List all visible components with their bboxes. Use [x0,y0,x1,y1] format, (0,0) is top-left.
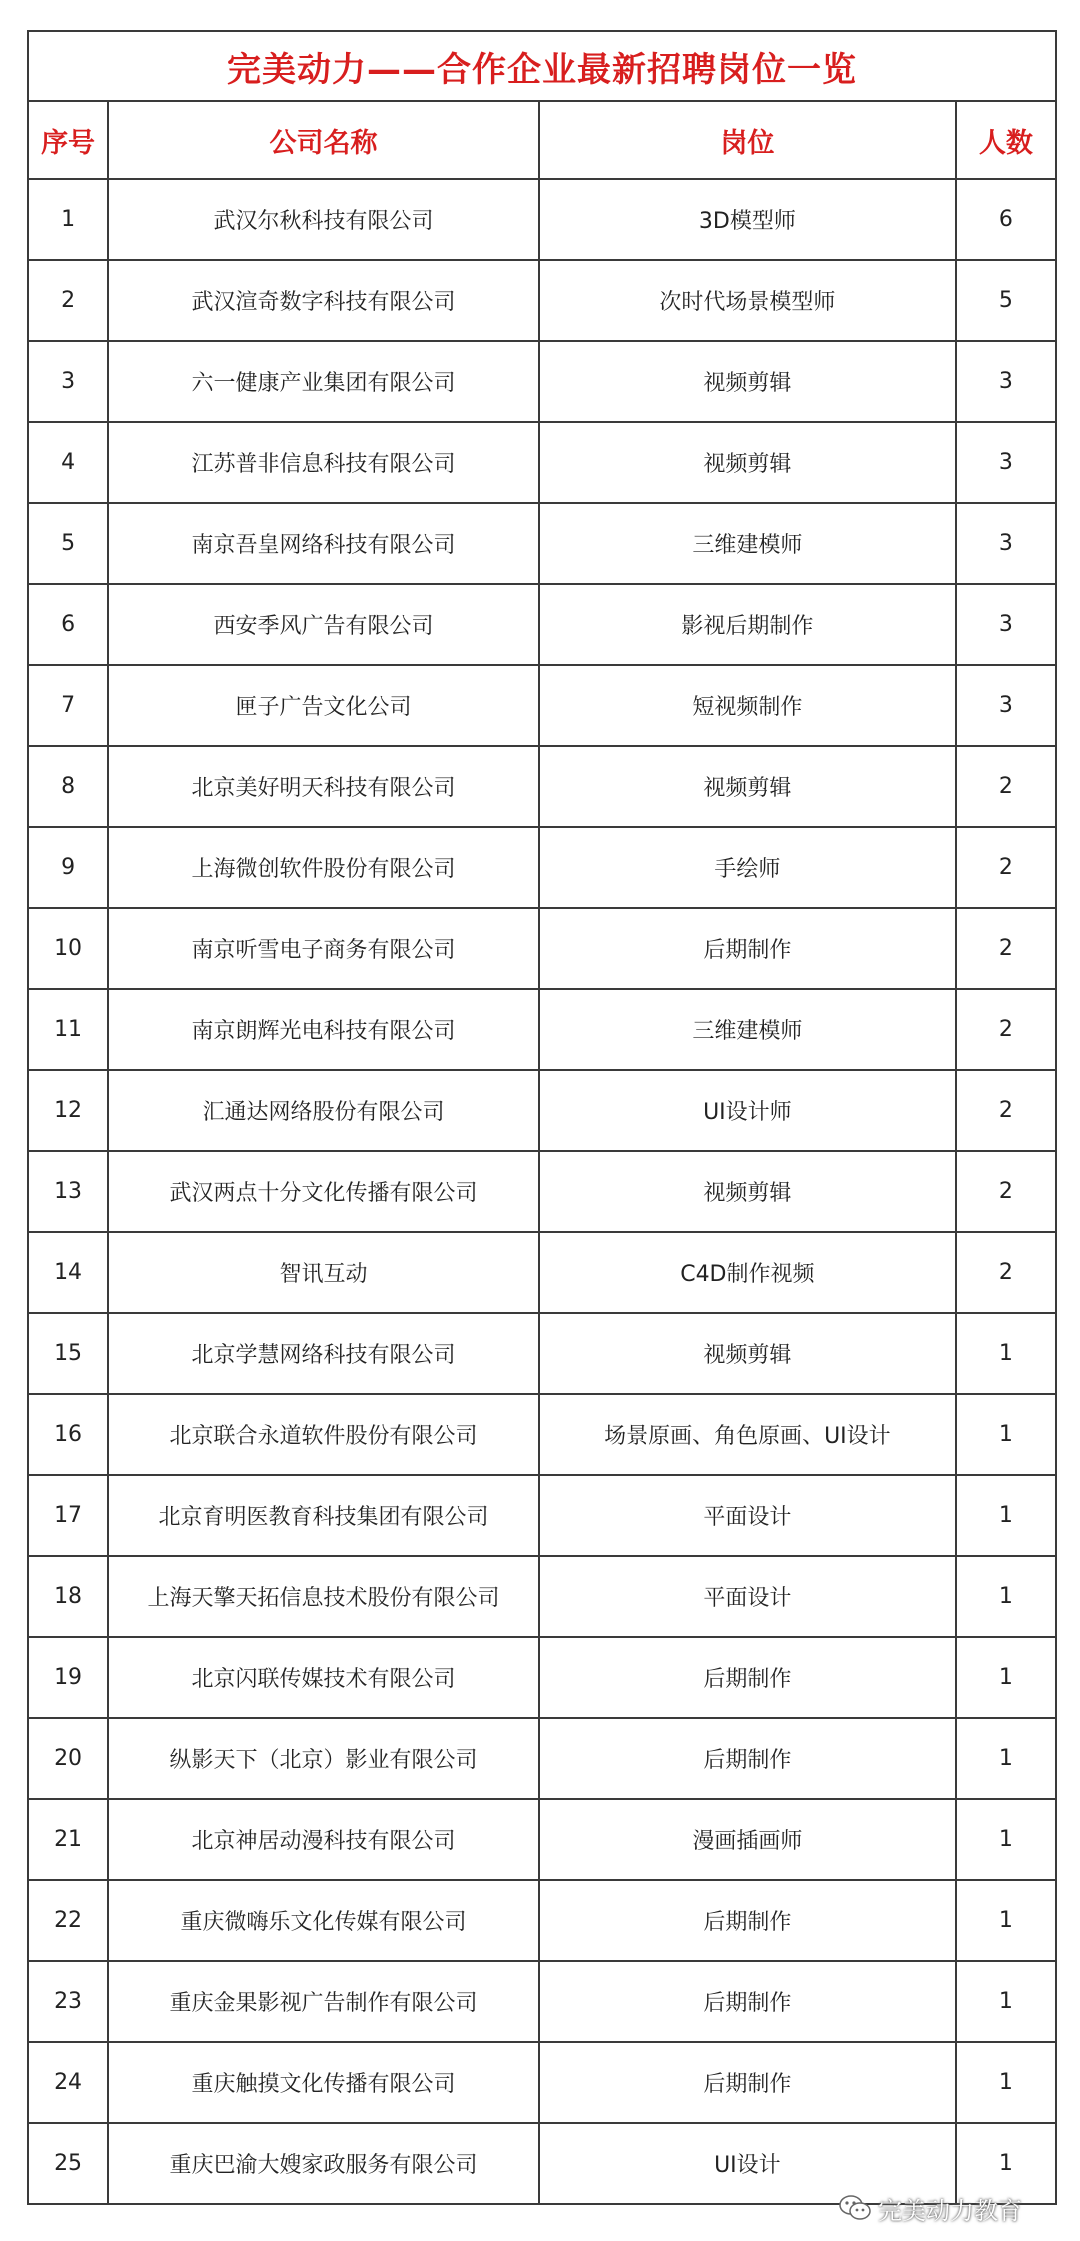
row-company-cell: 北京育明医教育科技集团有限公司 [108,1475,539,1556]
header-position: 岗位 [539,101,956,179]
row-no-cell: 24 [28,2042,108,2123]
row-no-cell: 14 [28,1232,108,1313]
row-no-cell: 16 [28,1394,108,1475]
row-company-cell: 重庆触摸文化传播有限公司 [108,2042,539,2123]
row-count-cell: 2 [956,1151,1056,1232]
row-position-cell: 影视后期制作 [539,584,956,665]
table-row [28,1313,1056,1394]
row-count-cell: 1 [956,1556,1056,1637]
row-company-cell: 重庆微嗨乐文化传媒有限公司 [108,1880,539,1961]
table-row [28,1151,1056,1232]
table-row [28,422,1056,503]
row-company-cell: 武汉渲奇数字科技有限公司 [108,260,539,341]
row-company-cell: 南京朗辉光电科技有限公司 [108,989,539,1070]
row-no-cell: 13 [28,1151,108,1232]
row-count-cell: 3 [956,584,1056,665]
row-count-cell: 3 [956,341,1056,422]
row-company-cell: 智讯互动 [108,1232,539,1313]
row-company-cell: 北京神居动漫科技有限公司 [108,1799,539,1880]
row-company-cell: 北京学慧网络科技有限公司 [108,1313,539,1394]
row-no-cell: 17 [28,1475,108,1556]
row-count-cell: 1 [956,1880,1056,1961]
row-count-cell: 3 [956,665,1056,746]
row-company-cell: 南京吾皇网络科技有限公司 [108,503,539,584]
row-no-cell: 22 [28,1880,108,1961]
row-position-cell: 次时代场景模型师 [539,260,956,341]
row-company-cell: 纵影天下（北京）影业有限公司 [108,1718,539,1799]
row-no-cell: 3 [28,341,108,422]
row-company-cell: 北京闪联传媒技术有限公司 [108,1637,539,1718]
table-row [28,1232,1056,1313]
header-no: 序号 [28,101,108,179]
row-no-cell: 1 [28,179,108,260]
row-count-cell: 6 [956,179,1056,260]
row-count-cell: 5 [956,260,1056,341]
row-no-cell: 23 [28,1961,108,2042]
row-position-cell: UI设计 [539,2123,956,2204]
row-company-cell: 上海天擎天拓信息技术股份有限公司 [108,1556,539,1637]
row-company-cell: 武汉两点十分文化传播有限公司 [108,1151,539,1232]
row-company-cell: 重庆金果影视广告制作有限公司 [108,1961,539,2042]
row-no-cell: 19 [28,1637,108,1718]
row-no-cell: 11 [28,989,108,1070]
row-count-cell: 3 [956,503,1056,584]
row-company-cell: 北京美好明天科技有限公司 [108,746,539,827]
row-position-cell: 视频剪辑 [539,746,956,827]
row-position-cell: 后期制作 [539,1880,956,1961]
row-position-cell: 后期制作 [539,908,956,989]
row-no-cell: 9 [28,827,108,908]
row-no-cell: 15 [28,1313,108,1394]
row-no-cell: 21 [28,1799,108,1880]
row-position-cell: 三维建模师 [539,503,956,584]
title-row [28,31,1056,101]
table-row [28,1070,1056,1151]
row-count-cell: 1 [956,2123,1056,2204]
row-position-cell: 手绘师 [539,827,956,908]
row-position-cell: 后期制作 [539,1961,956,2042]
row-count-cell: 2 [956,989,1056,1070]
table-row [28,584,1056,665]
row-no-cell: 25 [28,2123,108,2204]
row-position-cell: 后期制作 [539,1718,956,1799]
row-count-cell: 1 [956,1394,1056,1475]
row-company-cell: 武汉尔秋科技有限公司 [108,179,539,260]
table-row [28,746,1056,827]
row-no-cell: 4 [28,422,108,503]
row-count-cell: 3 [956,422,1056,503]
row-count-cell: 1 [956,1799,1056,1880]
row-company-cell: 西安季风广告有限公司 [108,584,539,665]
row-position-cell: 场景原画、角色原画、UI设计 [539,1394,956,1475]
row-count-cell: 1 [956,1637,1056,1718]
row-position-cell: 平面设计 [539,1556,956,1637]
row-count-cell: 2 [956,1070,1056,1151]
table-row [28,827,1056,908]
row-position-cell: 平面设计 [539,1475,956,1556]
table-row [28,1799,1056,1880]
table-body [28,179,1056,2204]
header-company: 公司名称 [108,101,539,179]
row-no-cell: 6 [28,584,108,665]
table-title: 完美动力——合作企业最新招聘岗位一览 [28,31,1056,101]
row-position-cell: 三维建模师 [539,989,956,1070]
row-position-cell: UI设计师 [539,1070,956,1151]
row-count-cell: 1 [956,1961,1056,2042]
table-row [28,341,1056,422]
row-company-cell: 六一健康产业集团有限公司 [108,341,539,422]
row-no-cell: 18 [28,1556,108,1637]
row-position-cell: 后期制作 [539,1637,956,1718]
table-row [28,1637,1056,1718]
row-company-cell: 汇通达网络股份有限公司 [108,1070,539,1151]
table-row [28,989,1056,1070]
table-row [28,1394,1056,1475]
table-row [28,1880,1056,1961]
row-no-cell: 7 [28,665,108,746]
header-row [28,101,1056,179]
table-row [28,1718,1056,1799]
table-row [28,260,1056,341]
row-no-cell: 20 [28,1718,108,1799]
row-position-cell: 短视频制作 [539,665,956,746]
wechat-icon [838,2193,872,2223]
row-no-cell: 10 [28,908,108,989]
table-row [28,908,1056,989]
row-no-cell: 2 [28,260,108,341]
row-count-cell: 2 [956,908,1056,989]
table-row [28,1475,1056,1556]
row-company-cell: 江苏普非信息科技有限公司 [108,422,539,503]
row-company-cell: 南京听雪电子商务有限公司 [108,908,539,989]
table-row [28,1556,1056,1637]
row-position-cell: 漫画插画师 [539,1799,956,1880]
watermark [838,2190,1022,2226]
row-company-cell: 重庆巴渝大嫂家政服务有限公司 [108,2123,539,2204]
row-count-cell: 2 [956,827,1056,908]
row-count-cell: 2 [956,746,1056,827]
row-count-cell: 2 [956,1232,1056,1313]
row-no-cell: 12 [28,1070,108,1151]
recruitment-table [27,30,1057,2205]
table-row [28,1961,1056,2042]
row-position-cell: 视频剪辑 [539,1313,956,1394]
row-position-cell: 视频剪辑 [539,422,956,503]
row-count-cell: 1 [956,1313,1056,1394]
table-row [28,503,1056,584]
row-position-cell: 3D模型师 [539,179,956,260]
row-position-cell: C4D制作视频 [539,1232,956,1313]
row-position-cell: 后期制作 [539,2042,956,2123]
table-row [28,2042,1056,2123]
header-count: 人数 [956,101,1056,179]
row-position-cell: 视频剪辑 [539,341,956,422]
row-count-cell: 1 [956,2042,1056,2123]
row-company-cell: 北京联合永道软件股份有限公司 [108,1394,539,1475]
row-no-cell: 8 [28,746,108,827]
row-no-cell: 5 [28,503,108,584]
table-row [28,179,1056,260]
table-row [28,665,1056,746]
row-position-cell: 视频剪辑 [539,1151,956,1232]
row-count-cell: 1 [956,1475,1056,1556]
row-company-cell: 匣子广告文化公司 [108,665,539,746]
row-count-cell: 1 [956,1718,1056,1799]
row-company-cell: 上海微创软件股份有限公司 [108,827,539,908]
watermark-text: 完美动力教育 [878,2196,1022,2225]
